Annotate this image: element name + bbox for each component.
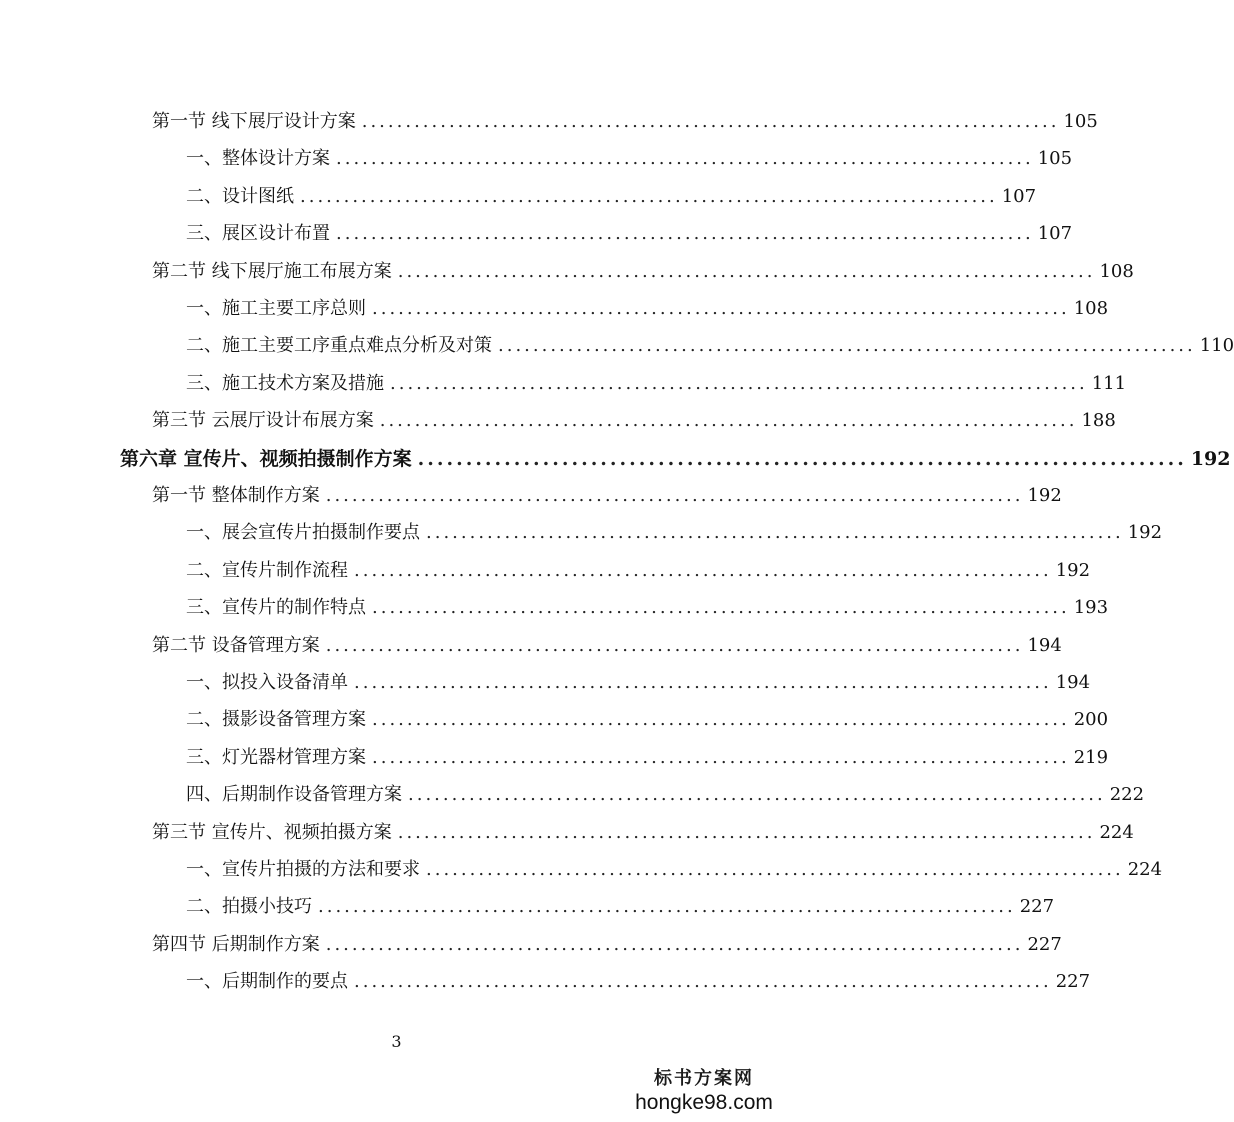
dot-leader: ................................................................................ (408, 784, 1106, 806)
dot-leader: ................................................................................ (300, 185, 998, 207)
toc-entry-title: 第二节 线下展厅施工布展方案 (152, 260, 392, 282)
toc-subsection-entry[interactable] (186, 594, 1109, 622)
dot-leader: ................................................................................ (372, 597, 1070, 619)
toc-section-entry[interactable] (152, 819, 1134, 847)
toc-entry-title: 二、拍摄小技巧 (186, 896, 312, 918)
toc-entry-title: 三、灯光器材管理方案 (186, 746, 366, 768)
toc-entry-title: 二、摄影设备管理方案 (186, 709, 366, 731)
toc-subsection-entry[interactable] (186, 332, 1234, 360)
toc-chapter-entry[interactable] (120, 445, 1231, 473)
toc-entry-title: 第六章 宣传片、视频拍摄制作方案 (120, 447, 412, 470)
toc-subsection-entry[interactable] (186, 220, 1073, 248)
toc-subsection-entry[interactable] (186, 893, 1055, 921)
dot-leader: ................................................................................ (426, 859, 1124, 880)
toc-entry-page-number: 111 (1091, 372, 1127, 394)
toc-section-entry[interactable] (152, 108, 1098, 136)
toc-entry-page-number: 194 (1027, 634, 1062, 656)
toc-subsection-entry[interactable] (186, 295, 1109, 323)
dot-leader: ................................................................................ (379, 410, 1078, 432)
toc-entry-title: 第二节 设备管理方案 (152, 634, 320, 656)
toc-subsection-entry[interactable] (186, 557, 1091, 585)
toc-entry-page-number: 188 (1081, 410, 1116, 432)
toc-entry-page-number: 105 (1037, 148, 1073, 170)
toc-entry-page-number: 108 (1099, 260, 1134, 282)
toc-subsection-entry[interactable] (186, 145, 1073, 173)
watermark-url-text: hongke98.com (635, 1091, 773, 1114)
toc-entry-page-number: 192 (1127, 522, 1163, 544)
toc-entry-title: 一、施工主要工序总则 (186, 298, 366, 319)
toc-entry-title: 一、整体设计方案 (186, 148, 330, 170)
toc-entry-page-number: 227 (1019, 896, 1055, 918)
toc-subsection-entry[interactable] (186, 519, 1163, 547)
page-number: 3 (391, 1032, 402, 1051)
toc-section-entry[interactable] (152, 258, 1134, 286)
toc-subsection-entry[interactable] (186, 183, 1037, 211)
dot-leader: ................................................................................ (354, 672, 1052, 693)
toc-entry-page-number: 110 (1199, 335, 1234, 357)
toc-entry-title: 第一节 线下展厅设计方案 (152, 111, 356, 132)
toc-entry-page-number: 224 (1099, 821, 1134, 843)
toc-entry-page-number: 219 (1073, 746, 1109, 768)
dot-leader: ................................................................................ (354, 559, 1052, 581)
toc-entry-page-number: 194 (1055, 672, 1091, 693)
toc-entry-title: 三、展区设计布置 (186, 223, 330, 245)
toc-entry-page-number: 227 (1027, 933, 1062, 955)
toc-section-entry[interactable] (152, 931, 1062, 959)
dot-leader: ................................................................................ (390, 372, 1088, 394)
toc-entry-page-number: 105 (1063, 111, 1098, 132)
dot-leader: ................................................................................ (372, 709, 1070, 731)
toc-entry-title: 一、拟投入设备清单 (186, 672, 348, 693)
toc-entry-title: 二、宣传片制作流程 (186, 559, 348, 581)
toc-entry-page-number: 227 (1055, 971, 1091, 993)
toc-entry-page-number: 222 (1109, 784, 1145, 806)
toc-entry-page-number: 193 (1073, 597, 1109, 619)
toc-entry-title: 一、后期制作的要点 (186, 971, 348, 993)
toc-entry-page-number: 107 (1037, 223, 1073, 245)
toc-entry-title: 二、设计图纸 (186, 185, 294, 207)
dot-leader: ................................................................................ (325, 933, 1024, 955)
dot-leader: ................................................................................ (325, 485, 1024, 506)
toc-entry-page-number: 192 (1190, 447, 1231, 470)
toc-entry-title: 第三节 宣传片、视频拍摄方案 (152, 821, 392, 843)
dot-leader: ................................................................................ (372, 298, 1070, 319)
toc-entry-page-number: 200 (1073, 709, 1109, 731)
toc-entry-page-number: 192 (1055, 559, 1091, 581)
dot-leader: ................................................................................ (372, 746, 1070, 768)
toc-entry-title: 三、宣传片的制作特点 (186, 597, 366, 619)
toc-subsection-entry[interactable] (186, 968, 1091, 996)
dot-leader: ................................................................................ (354, 971, 1052, 993)
dot-leader: ................................................................................ (318, 896, 1016, 918)
dot-leader: ................................................................................ (397, 821, 1096, 843)
toc-entry-title: 四、后期制作设备管理方案 (186, 784, 402, 806)
toc-section-entry[interactable] (152, 407, 1116, 435)
toc-entry-page-number: 108 (1073, 298, 1109, 319)
toc-entry-title: 一、展会宣传片拍摄制作要点 (186, 522, 420, 544)
dot-leader: ................................................................................ (325, 634, 1024, 656)
toc-subsection-entry[interactable] (186, 669, 1091, 697)
toc-subsection-entry[interactable] (186, 706, 1109, 734)
toc-entry-title: 第一节 整体制作方案 (152, 485, 320, 506)
site-watermark (629, 1068, 779, 1116)
toc-subsection-entry[interactable] (186, 856, 1163, 884)
toc-section-entry[interactable] (152, 632, 1062, 660)
dot-leader: ................................................................................ (361, 111, 1060, 132)
dot-leader: ................................................................................ (417, 447, 1187, 470)
toc-section-entry[interactable] (152, 482, 1062, 510)
toc-entry-page-number: 224 (1127, 859, 1163, 880)
watermark-chinese-text: 标书方案网 (654, 1068, 754, 1089)
toc-entry-page-number: 107 (1001, 185, 1037, 207)
toc-subsection-entry[interactable] (186, 744, 1109, 772)
toc-entry-page-number: 192 (1027, 485, 1062, 506)
dot-leader: ................................................................................ (426, 522, 1124, 544)
toc-entry-title: 二、施工主要工序重点难点分析及对策 (186, 335, 492, 357)
toc-entry-title: 三、施工技术方案及措施 (186, 372, 384, 394)
dot-leader: ................................................................................ (336, 223, 1034, 245)
toc-subsection-entry[interactable] (186, 370, 1127, 398)
dot-leader: ................................................................................ (336, 148, 1034, 170)
toc-entry-title: 第四节 后期制作方案 (152, 933, 320, 955)
dot-leader: ................................................................................ (498, 335, 1196, 357)
toc-entry-title: 一、宣传片拍摄的方法和要求 (186, 859, 420, 880)
toc-entry-title: 第三节 云展厅设计布展方案 (152, 410, 374, 432)
toc-subsection-entry[interactable] (186, 781, 1145, 809)
dot-leader: ................................................................................ (397, 260, 1096, 282)
